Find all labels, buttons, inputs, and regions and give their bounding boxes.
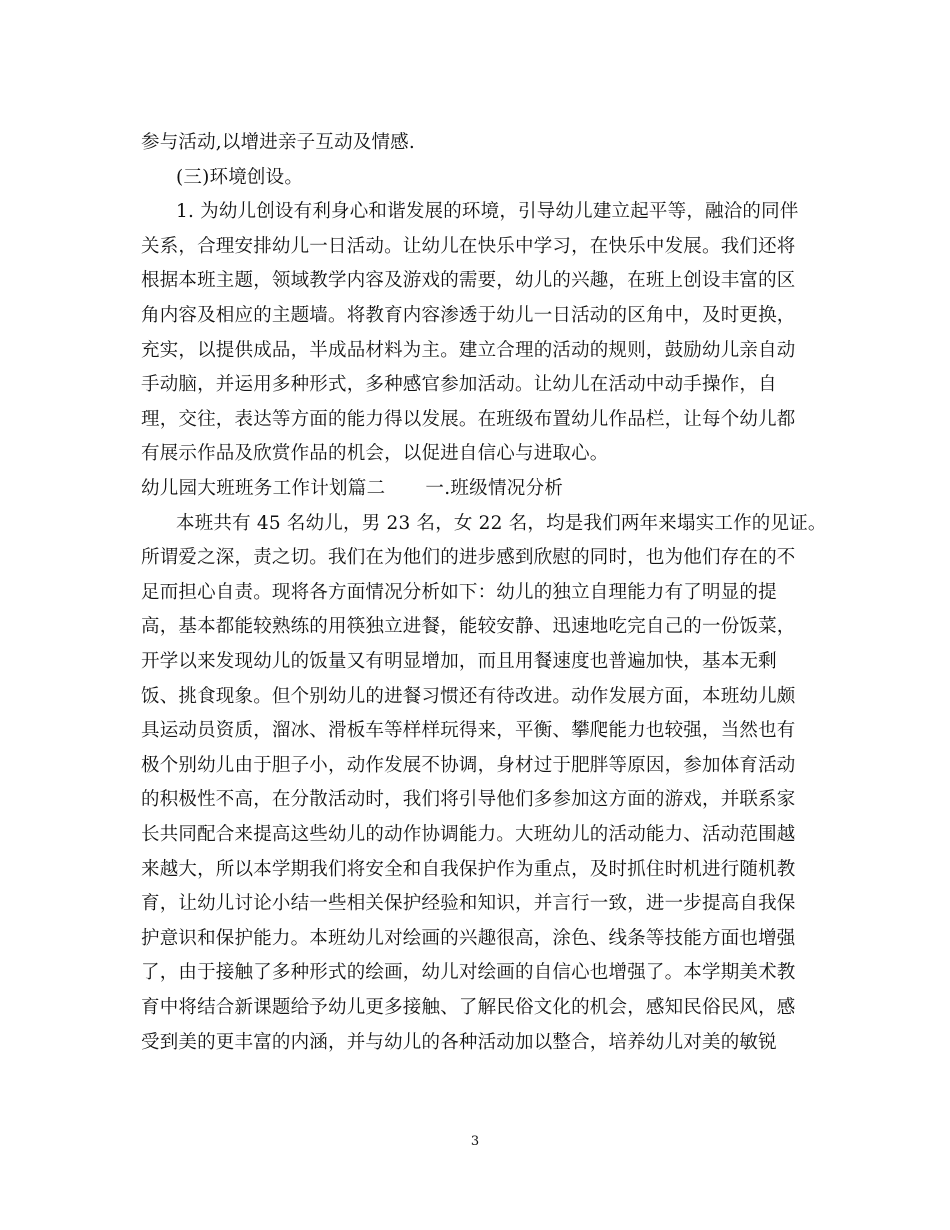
text-line-19: 极个别幼儿由于胆子小，动作发展不协调，身材过于肥胖等原因，参加体育活动	[141, 754, 796, 776]
text-line-27: 受到美的更丰富的内涵，并与幼儿的各种活动加以整合，培养幼儿对美的敏锐	[141, 1031, 777, 1053]
text-line-22: 来越大，所以本学期我们将安全和自我保护作为重点，及时抓住时机进行随机教	[141, 858, 796, 880]
text-line-15: 高，基本都能较熟练的用筷独立进餐，能较安静、迅速地吃完自己的一份饭菜，	[141, 616, 796, 638]
section-heading-environment: (三)环境创设。	[176, 166, 304, 188]
text-line-12: 本班共有 45 名幼儿，男 23 名，女 22 名，均是我们两年来塌实工作的见证。	[176, 512, 827, 534]
text-line-23: 育，让幼儿讨论小结一些相关保护经验和知识，并言行一致，进一步提高自我保	[141, 893, 796, 915]
text-line-18: 具运动员资质，溜冰、滑板车等样样玩得来，平衡、攀爬能力也较强，当然也有	[141, 720, 796, 742]
text-line-7: 充实，以提供成品，半成品材料为主。建立合理的活动的规则，鼓励幼儿亲自动	[141, 339, 796, 361]
page-number: 3	[470, 1134, 480, 1149]
text-line-8: 手动脑，并运用多种形式，多种感官参加活动。让幼儿在活动中动手操作，自	[141, 374, 777, 396]
text-line-20: 的积极性不高，在分散活动时，我们将引导他们多参加这方面的游戏，并联系家	[141, 789, 796, 811]
text-line-10: 有展示作品及欣赏作品的机会，以促进自信心与进取心。	[141, 443, 609, 465]
plan-heading	[141, 477, 821, 501]
text-line-5: 根据本班主题，领域教学内容及游戏的需要，幼儿的兴趣，在班上创设丰富的区	[141, 270, 796, 292]
plan-title: 幼儿园大班班务工作计划篇二	[141, 478, 386, 499]
text-line-26: 育中将结合新课题给予幼儿更多接触、了解民俗文化的机会，感知民俗民风，感	[141, 997, 796, 1018]
text-line-3: 1. 为幼儿创设有利身心和谐发展的环境，引导幼儿建立起平等，融洽的同伴	[176, 201, 799, 223]
text-line-9: 理，交往，表达等方面的能力得以发展。在班级布置幼儿作品栏，让每个幼儿都	[141, 408, 796, 430]
text-line-4: 关系，合理安排幼儿一日活动。让幼儿在快乐中学习，在快乐中发展。我们还将	[141, 235, 796, 257]
text-line-6: 角内容及相应的主题墙。将教育内容渗透于幼儿一日活动的区角中，及时更换，	[141, 305, 796, 326]
text-line-16: 开学以来发现幼儿的饭量又有明显增加，而且用餐速度也普遍加快，基本无剩	[141, 651, 777, 672]
text-line-21: 长共同配合来提高这些幼儿的动作协调能力。大班幼儿的活动能力、活动范围越	[141, 824, 796, 845]
text-line-1: 参与活动,以增进亲子互动及情感.	[141, 132, 415, 153]
text-line-17: 饭、挑食现象。但个别幼儿的进餐习惯还有待改进。动作发展方面，本班幼儿颇	[141, 685, 796, 707]
text-line-24: 护意识和保护能力。本班幼儿对绘画的兴趣很高，涂色、线条等技能方面也增强	[141, 927, 796, 949]
section-title-class-analysis: 一.班级情况分析	[425, 478, 564, 499]
text-line-14: 足而担心自责。现将各方面情况分析如下：幼儿的独立自理能力有了明显的提	[141, 581, 777, 603]
text-line-25: 了，由于接触了多种形式的绘画，幼儿对绘画的自信心也增强了。本学期美术教	[141, 962, 796, 984]
text-line-13: 所谓爱之深，责之切。我们在为他们的进步感到欣慰的同时，也为他们存在的不	[141, 547, 796, 569]
